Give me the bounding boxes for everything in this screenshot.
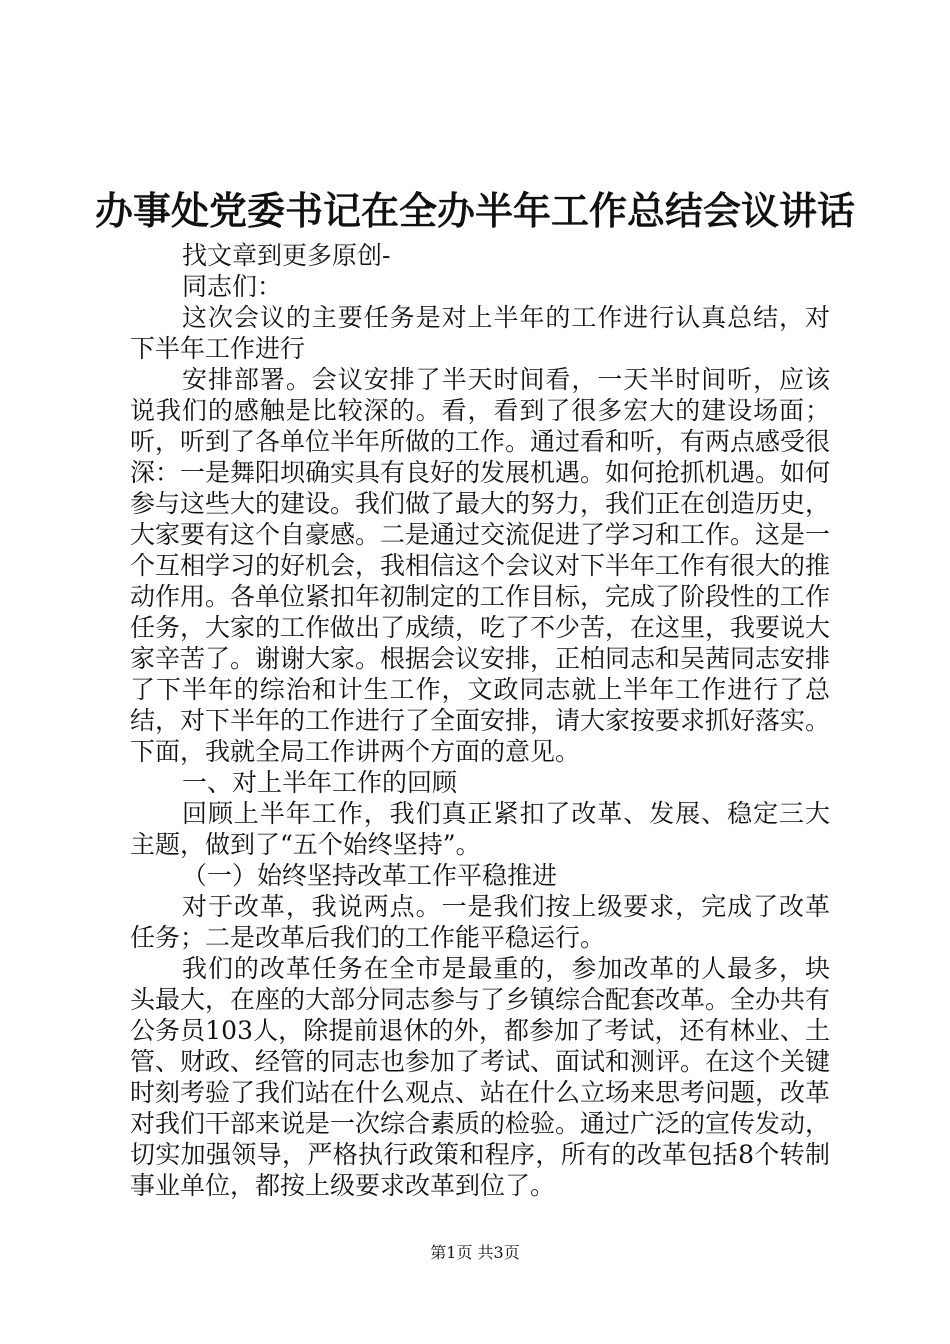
subsection-heading-reform: （一）始终坚持改革工作平稳推进 bbox=[182, 861, 558, 890]
paragraph-salutation: 同志们： bbox=[182, 272, 283, 301]
document-body bbox=[130, 240, 830, 1201]
paragraph-reform-details: 我们的改革任务在全市是最重的，参加改革的人最多，块头最大，在座的大部分同志参与了乡镇综合配套改革。全办共有公务员103人，除提前退休的外，都参加了考试，还有林业、土管、财政、经管的同志也参加了考试、面试和测评。在这个关键时刻考验了我们站在什么观点、站在什么立场来思考问题，改革对我们干部来说是一次综合素质的检验。通过广泛的宣传发动，切实加强领导，严格执行政策和程序，所有的改革包括8个转制事业单位，都按上级要求改革到位了。 bbox=[130, 954, 831, 1200]
paragraph-source-note: 找文章到更多原创- bbox=[182, 241, 391, 270]
paragraph-review-summary: 回顾上半年工作，我们真正紧扣了改革、发展、稳定三大主题，做到了“五个始终坚持”。 bbox=[130, 799, 830, 859]
section-heading-review: 一、对上半年工作的回顾 bbox=[182, 768, 458, 797]
paragraph-arrangement: 安排部署。会议安排了半天时间看，一天半时间听，应该说我们的感触是比较深的。看，看到了很多宏大的建设场面；听，听到了各单位半年所做的工作。通过看和听，有两点感受很深：一是舞阳坝确实具有良好的发展机遇。如何抢抓机遇。如何参与这些大的建设。我们做了最大的努力，我们正在创造历史，大家要有这个自豪感。二是通过交流促进了学习和工作。这是一个互相学习的好机会，我相信这个会议对下半年工作有很大的推动作用。各单位紧扣年初制定的工作目标，完成了阶段性的工作任务，大家的工作做出了成绩，吃了不少苦，在这里，我要说大家辛苦了。谢谢大家。根据会议安排，正柏同志和吴茜同志安排了下半年的综治和计生工作，文政同志就上半年工作进行了总结，对下半年的工作进行了全面安排，请大家按要求抓好落实。下面，我就全局工作讲两个方面的意见。 bbox=[130, 365, 831, 766]
document-title: 办事处党委书记在全办半年工作总结会议讲话 bbox=[94, 188, 855, 233]
paragraph-reform-points: 对于改革，我说两点。一是我们按上级要求，完成了改革任务；二是改革后我们的工作能平稳运行。 bbox=[130, 892, 830, 952]
page-footer: 第1页 共3页 bbox=[430, 1243, 520, 1262]
paragraph-meeting-task: 这次会议的主要任务是对上半年的工作进行认真总结，对下半年工作进行 bbox=[130, 303, 830, 363]
